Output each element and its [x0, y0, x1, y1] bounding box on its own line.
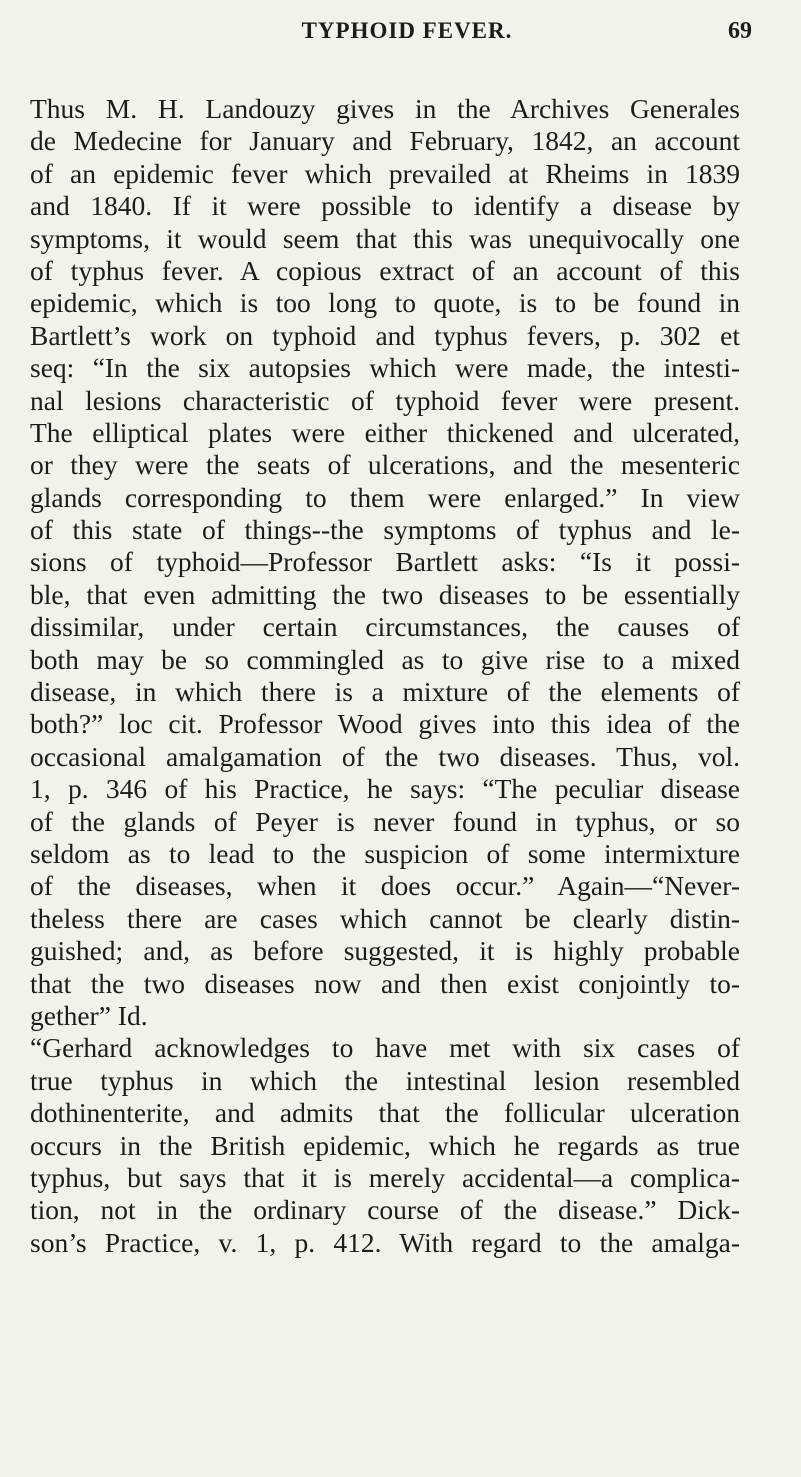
text-line: epidemic, which is too long to quote, is to be found in — [30, 287, 740, 319]
text-line: ble, that even admitting the two diseases to be essentially — [30, 578, 740, 610]
text-line: occurs in the British epidemic, which he regards as true — [30, 1129, 740, 1161]
text-line: Bartlett’s work on typhoid and typhus fevers, p. 302 et — [30, 319, 740, 351]
body-text — [30, 93, 740, 1259]
text-line: glands corresponding to them were enlarged.” In view — [30, 481, 740, 513]
text-line: true typhus in which the intestinal lesion resembled — [30, 1064, 740, 1096]
text-line: 1, p. 346 of his Practice, he says: “The peculiar disease — [30, 773, 740, 805]
text-line: of this state of things--the symptoms of typhus and le- — [30, 514, 740, 546]
text-line: de Medecine for January and February, 1842, an account — [30, 125, 740, 157]
text-line: seldom as to lead to the suspicion of some intermixture — [30, 837, 740, 869]
text-line: symptoms, it would seem that this was unequivocally one — [30, 222, 740, 254]
text-line: The elliptical plates were either thickened and ulcerated, — [30, 416, 740, 448]
text-line: disease, in which there is a mixture of the elements of — [30, 676, 740, 708]
text-line: gether” Id. — [30, 999, 148, 1031]
page-number: 69 — [728, 18, 752, 44]
running-title: TYPHOID FEVER. — [301, 18, 513, 43]
text-line: dissimilar, under certain circumstances, the causes of — [30, 611, 740, 643]
text-line: Thus M. H. Landouzy gives in the Archives Generales — [30, 93, 740, 124]
text-line: guished; and, as before suggested, it is highly probable — [30, 935, 740, 967]
text-line: that the two diseases now and then exist conjointly to- — [30, 967, 740, 999]
text-line: tion, not in the ordinary course of the disease.” Dick- — [30, 1194, 740, 1226]
text-line: nal lesions characteristic of typhoid fever were present. — [30, 384, 740, 416]
text-line: or they were the seats of ulcerations, and the mesenteric — [30, 449, 740, 481]
text-line: theless there are cases which cannot be clearly distin- — [30, 902, 740, 934]
text-line: sions of typhoid—Professor Bartlett asks: “Is it possi- — [30, 546, 740, 578]
text-line: of typhus fever. A copious extract of an account of this — [30, 254, 740, 286]
text-line: seq: “In the six autopsies which were made, the intesti- — [30, 352, 740, 384]
text-line: both may be so commingled as to give rise to a mixed — [30, 643, 740, 675]
text-line: typhus, but says that it is merely accidental—a complica- — [30, 1161, 740, 1193]
text-line: dothinenterite, and admits that the follicular ulceration — [30, 1097, 740, 1129]
text-line: occasional amalgamation of the two diseases. Thus, vol. — [30, 740, 740, 772]
text-line: of the diseases, when it does occur.” Again—“Never- — [30, 870, 740, 902]
text-line: and 1840. If it were possible to identify a disease by — [30, 190, 740, 222]
text-line: of an epidemic fever which prevailed at Rheims in 1839 — [30, 157, 740, 189]
text-line: son’s Practice, v. 1, p. 412. With regard to the amalga- — [30, 1226, 740, 1258]
text-line: both?” loc cit. Professor Wood gives into this idea of the — [30, 708, 740, 740]
text-line: of the glands of Peyer is never found in typhus, or so — [30, 805, 740, 837]
text-line: “Gerhard acknowledges to have met with six cases of — [30, 1032, 740, 1064]
running-head — [62, 18, 752, 58]
